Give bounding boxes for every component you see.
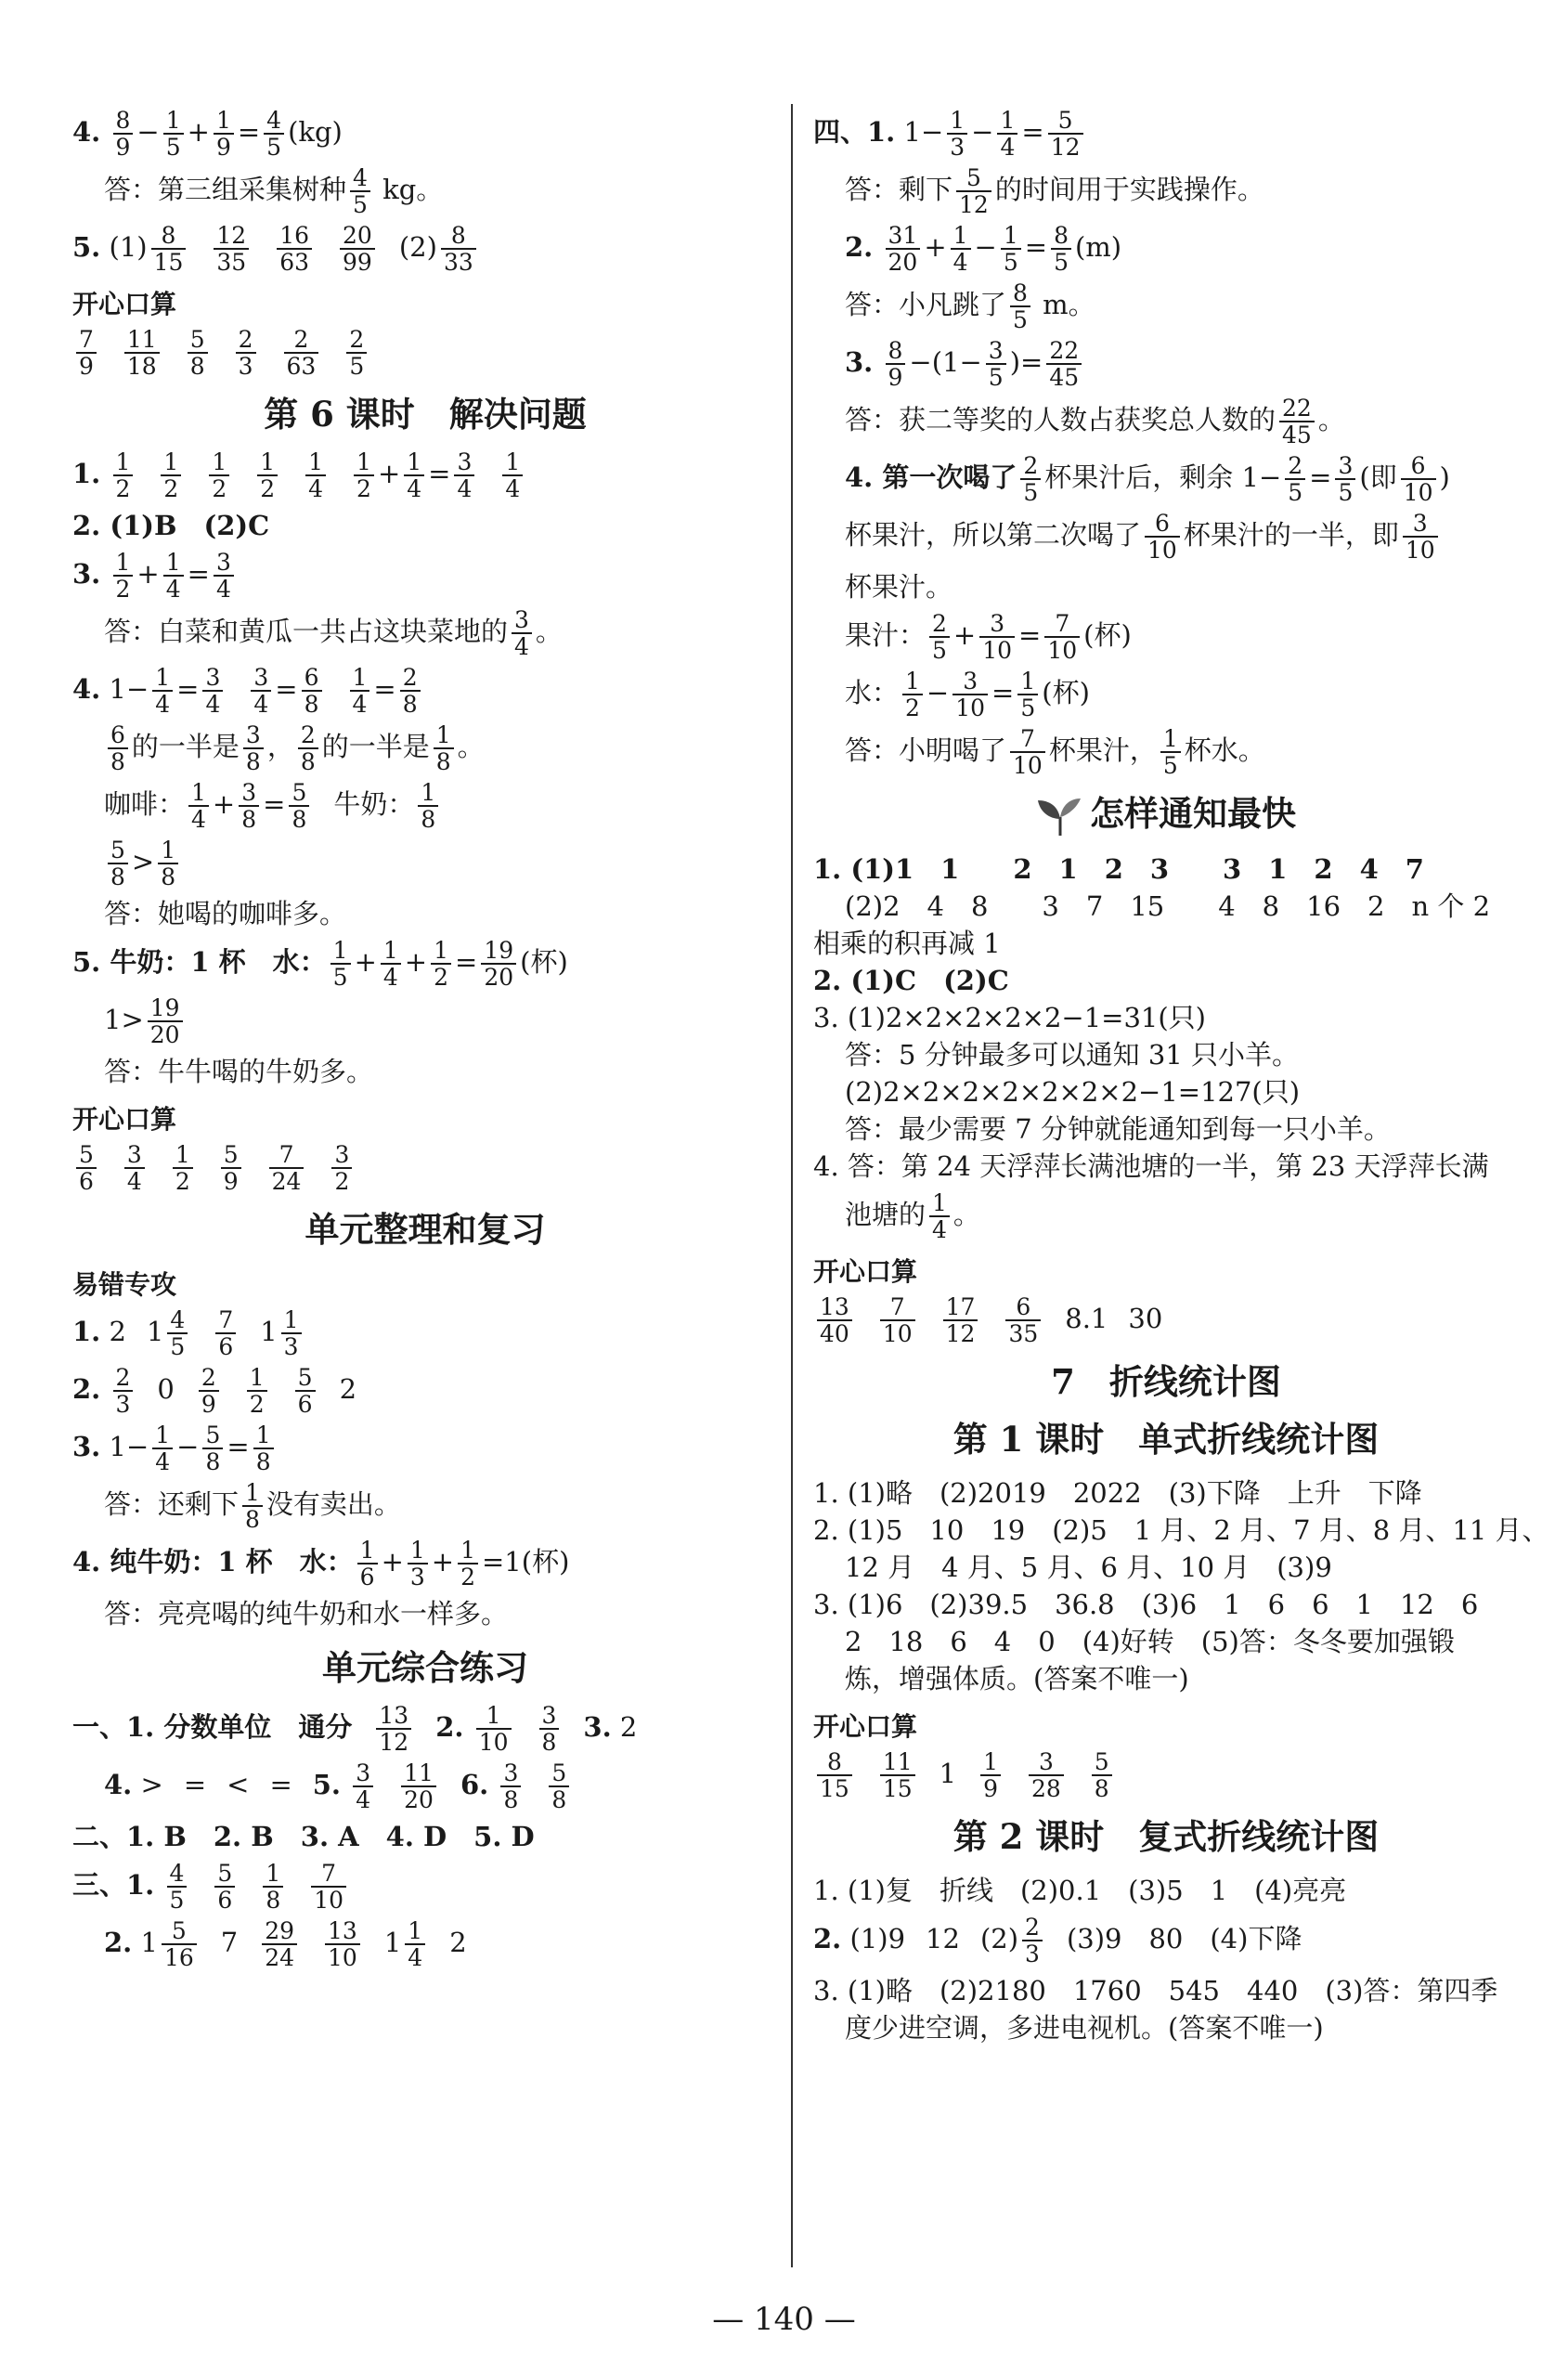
kxks-heading-4: 开心口算 [813, 1710, 918, 1742]
l6-q5-answer: 答：牛牛喝的牛奶多。 [104, 1056, 374, 1087]
notify-q3d: 答：最少需要 7 分钟就能通知到每一只小羊。 [845, 1112, 1391, 1145]
review-q4-answer: 答：亮亮喝的纯牛奶和水一样多。 [104, 1598, 509, 1629]
c2-q1: 1. (1)复 折线 (2)0.1 (3)5 1 (4)亮亮 [813, 1874, 1347, 1906]
l6-q4-coffee: 咖啡： $\frac{1}{4}$ + $\frac{3}{8}$ = $\frac{5}{8}$ 牛奶： $\frac{1}{8}$ [104, 780, 778, 832]
c1-q3b: 2 18 6 4 0 (4)好转 (5)答：冬冬要加强锻 [845, 1625, 1455, 1657]
notify-q4a: 4. 答：第 24 天浮萍长满池塘的一半，第 23 天浮萍长满 [813, 1149, 1489, 1182]
c1-q3c: 炼，增强体质。(答案不唯一) [845, 1662, 1189, 1694]
c1-q3a: 3. (1)6 (2)39.5 36.8 (3)6 1 6 6 1 12 6 [813, 1588, 1479, 1620]
synth-part1-row1: 一、1. 分数单位 通分 $\frac{13}{12}$ 2. $\frac{1}{10}$ $\frac{3}{8}$ 3. 2 [72, 1702, 638, 1756]
l6-q5-compare: 1> $\frac{19}{20}$ [104, 995, 778, 1047]
synth-part3-row2: 2. 1 $\frac{5}{16}$ 7 $\frac{29}{24}$ $\frac{13}{10}$ 1 $\frac{1}{4}$ 2 [104, 1917, 467, 1971]
column-divider [791, 104, 793, 2267]
r-four-q3-answer: 答：获二等奖的人数占获奖总人数的 $\frac{22}{45}$ 。 [845, 395, 1345, 448]
r-four-q4-water: 水： $\frac{1}{2}$ − $\frac{3}{10}$ = $\frac{1}{5}$ (杯) [845, 668, 1090, 721]
left-q4-answer: 答：第三组采集树种 $\frac{4}{5}$ kg。 [104, 164, 444, 218]
review-q1: 1. 2 1 $\frac{4}{5}$ $\frac{7}{6}$ 1 $\frac{1}{3}$ [72, 1307, 778, 1359]
r-four-q4-juice: 果汁： $\frac{2}{5}$ + $\frac{3}{10}$ = $\frac{7}{10}$ (杯) [845, 610, 1132, 664]
c2-q3a: 3. (1)略 (2)2180 1760 545 440 (3)答：第四季 [813, 1974, 1498, 2006]
synth-part3-row1: 三、1. $\frac{4}{5}$ $\frac{5}{6}$ $\frac{1}{8}$ $\frac{7}{10}$ [72, 1861, 778, 1913]
r-four-q2-answer: 答：小凡跳了 $\frac{8}{5}$ m。 [845, 279, 1095, 333]
r-four-q3: 3. $\frac{8}{9}$ −(1− $\frac{3}{5}$ )= $\frac{22}{45}$ [845, 338, 1519, 390]
l6-q3-answer: 答：白菜和黄瓜一共占这块菜地的 $\frac{3}{4}$ 。 [104, 606, 563, 660]
left-q4: 4. $\frac{8}{9}$ − $\frac{1}{5}$ + $\frac{1}{9}$ = $\frac{4}{5}$ (kg) [72, 107, 343, 161]
r-four-q1: 四、1. 1− $\frac{1}{3}$ − $\frac{1}{4}$ = $\frac{5}{12}$ [813, 108, 1519, 160]
yczg-heading: 易错专攻 [72, 1269, 177, 1300]
section-title-review: 单元整理和复习 [305, 1209, 546, 1250]
kxks-row-1: $\frac{7}{9}$ $\frac{11}{18}$ $\frac{5}{8}$ $\frac{2}{3}$ $\frac{2}{63}$ $\frac{2}{5}$ [72, 327, 778, 379]
review-q3: 3. 1− $\frac{1}{4}$ − $\frac{5}{8}$ = $\frac{1}{8}$ [72, 1422, 778, 1474]
right-column [813, 102, 1549, 2046]
notify-q1b: (2)2 4 8 3 7 15 4 8 16 2 n 个 2 [845, 889, 1491, 922]
sprout-icon [1036, 797, 1084, 837]
r-four-q2: 2. $\frac{31}{20}$ + $\frac{1}{4}$ − $\frac{1}{5}$ = $\frac{8}{5}$ (m) [845, 222, 1122, 276]
notify-q2: 2. (1)C (2)C [813, 964, 1009, 996]
review-q4: 4. 纯牛奶：1 杯 水： $\frac{1}{6}$ + $\frac{1}{3}$ + $\frac{1}{2}$ =1(杯) [72, 1537, 570, 1590]
l6-q4-answer: 答：她喝的咖啡多。 [104, 898, 347, 929]
c2-q3b: 度少进空调，多进电视机。(答案不唯一) [845, 2011, 1324, 2044]
section-title-synthesis: 单元综合练习 [322, 1647, 528, 1688]
notify-q1c: 相乘的积再减 1 [813, 927, 1001, 959]
notify-q3c: (2)2×2×2×2×2×2×2−1=127(只) [845, 1075, 1301, 1108]
kxks-row-3: $\frac{13}{40}$ $\frac{7}{10}$ $\frac{17}{12}$ $\frac{6}{35}$ 8.1 30 [813, 1294, 1519, 1346]
l6-q4: 4. 1− $\frac{1}{4}$ = $\frac{3}{4}$ $\frac{3}{4}$ = $\frac{6}{8}$ $\frac{1}{4}$ = $\frac{2}{8}$ [72, 665, 778, 717]
section-title-notify: 怎样通知最快 [813, 791, 1519, 837]
section-title-lesson1: 第 1 课时 单式折线统计图 [952, 1418, 1380, 1460]
review-q2: 2. $\frac{2}{3}$ 0 $\frac{2}{9}$ $\frac{1}{2}$ $\frac{5}{6}$ 2 [72, 1364, 357, 1418]
notify-q1a: 1. (1)1 1 2 1 2 3 3 1 2 4 7 [813, 852, 1424, 885]
kxks-heading-3: 开心口算 [813, 1255, 918, 1287]
synth-part2: 二、1. B 2. B 3. A 4. D 5. D [72, 1821, 535, 1852]
c1-q2a: 2. (1)5 10 19 (2)5 1 月、2 月、7 月、8 月、11 月、 [813, 1513, 1549, 1546]
notify-q3a: 3. (1)2×2×2×2×2−1=31(只) [813, 1001, 1206, 1033]
r-four-q4-line3: 杯果汁。 [845, 571, 953, 603]
r-four-q4-line1: 4. 第一次喝了 $\frac{2}{5}$ 杯果汁后，剩余 1− $\frac{2}{5}$ = $\frac{3}{5}$ (即 $\frac{6}{10}$ ) [845, 452, 1450, 506]
kxks-row-2: $\frac{5}{6}$ $\frac{3}{4}$ $\frac{1}{2}$ $\frac{5}{9}$ $\frac{7}{24}$ $\frac{3}{2}$ [72, 1142, 778, 1194]
kxks-heading-2: 开心口算 [72, 1104, 177, 1135]
l6-q1: 1. $\frac{1}{2}$ $\frac{1}{2}$ $\frac{1}{2}$ $\frac{1}{2}$ $\frac{1}{4}$ $\frac{1}{2}$ + $\frac{1}{4}$ = $\frac{3}{4}$ $\frac{1}{4}$ [72, 449, 778, 501]
section-title-lesson2: 第 2 课时 复式折线统计图 [952, 1815, 1380, 1857]
r-four-q1-answer: 答：剩下 $\frac{5}{12}$ 的时间用于实践操作。 [845, 164, 1264, 218]
l6-q4-half: $\frac{6}{8}$ 的一半是 $\frac{3}{8}$ ， $\frac{2}{8}$ 的一半是 $\frac{1}{8}$ 。 [104, 722, 778, 774]
r-four-q4-answer: 答：小明喝了 $\frac{7}{10}$ 杯果汁， $\frac{1}{5}$ 杯水。 [845, 725, 1265, 779]
l6-q3: 3. $\frac{1}{2}$ + $\frac{1}{4}$ = $\frac{3}{4}$ [72, 550, 778, 602]
synth-part1-row2: 4. > = < = 5. $\frac{3}{4}$ $\frac{11}{20}$ 6. $\frac{3}{8}$ $\frac{5}{8}$ [104, 1760, 778, 1812]
c1-q1: 1. (1)略 (2)2019 2022 (3)下降 上升 下降 [813, 1476, 1422, 1509]
section-title-lesson6: 第 6 课时 解决问题 [264, 394, 587, 435]
notify-q4b: 池塘的 $\frac{1}{4}$ 。 [845, 1188, 980, 1243]
kxks-row-4: $\frac{8}{15}$ $\frac{11}{15}$ 1 $\frac{1}{9}$ $\frac{3}{28}$ $\frac{5}{8}$ [813, 1749, 1519, 1801]
c2-q2: 2. (1)9 12 (2) $\frac{2}{3}$ (3)9 80 (4)下降 [813, 1913, 1302, 1967]
l6-q5: 5. 牛奶：1 杯 水： $\frac{1}{5}$ + $\frac{1}{4}$ + $\frac{1}{2}$ = $\frac{19}{20}$ (杯) [72, 937, 568, 991]
notify-q3b: 答：5 分钟最多可以通知 31 只小羊。 [845, 1038, 1300, 1071]
page-number: — 140 — [712, 2301, 856, 2338]
kxks-heading-1: 开心口算 [72, 289, 177, 319]
r-four-q4-line2: 杯果汁，所以第二次喝了 $\frac{6}{10}$ 杯果汁的一半，即 $\frac{3}{10}$ [845, 511, 1519, 563]
l6-q2: 2. (1)B (2)C [72, 510, 270, 541]
l6-q4-compare: $\frac{5}{8}$ > $\frac{1}{8}$ [104, 837, 778, 889]
left-q5: 5. (1) $\frac{8}{15}$ $\frac{12}{35}$ $\frac{16}{63}$ $\frac{20}{99}$ (2) $\frac{8}{33}$ [72, 223, 778, 275]
review-q3-answer: 答：还剩下 $\frac{1}{8}$ 没有卖出。 [104, 1479, 401, 1533]
c1-q2b: 12 月 4 月、5 月、6 月、10 月 (3)9 [845, 1551, 1332, 1583]
left-column [72, 102, 778, 1976]
chapter-title-7: 7 折线统计图 [1051, 1360, 1281, 1402]
